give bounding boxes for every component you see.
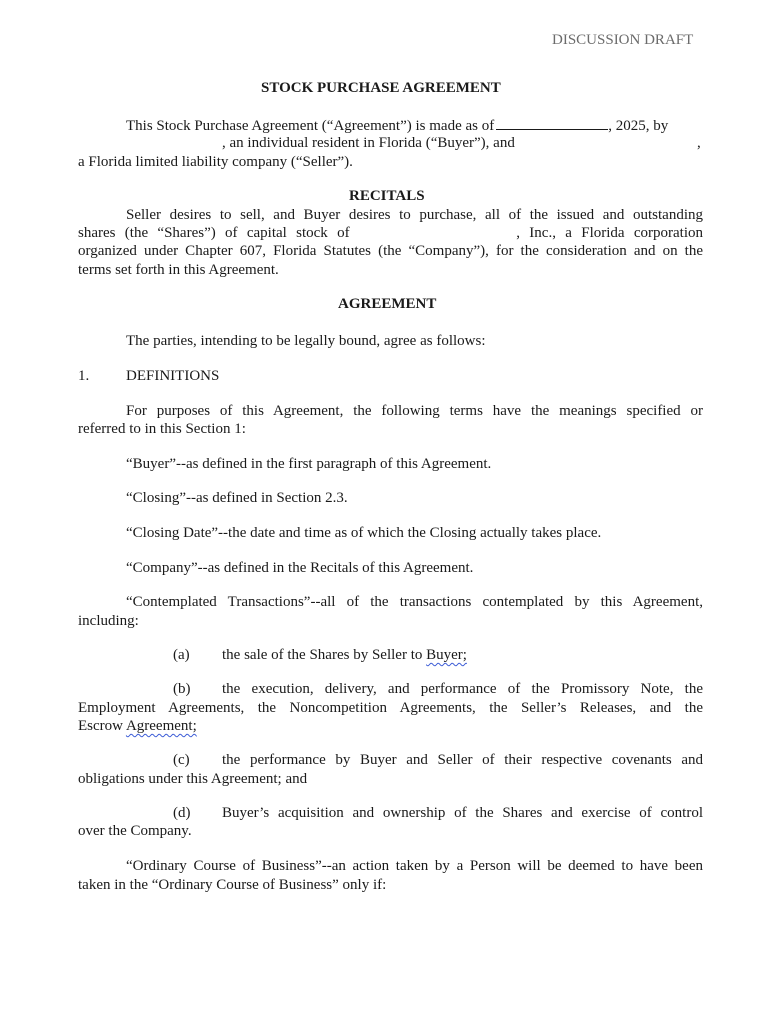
section-intro-line-2: referred to in this Section 1: [78, 421, 246, 437]
agreement-heading: AGREEMENT [338, 296, 437, 312]
recitals-heading: RECITALS [349, 188, 425, 204]
section-number: 1. [78, 368, 90, 384]
item-b-line-2: Employment Agreements, the Noncompetition Agreements, the Seller’s Releases, and the [78, 700, 703, 716]
definition-closing: “Closing”--as defined in Section 2.3. [126, 490, 348, 506]
item-a-text [222, 646, 467, 665]
recitals-text: shares (the “Shares”) of capital stock of [78, 225, 350, 241]
item-b-line-1: the execution, delivery, and performance of the Promissory Note, the [222, 681, 703, 697]
definition-contemplated-line-2: including: [78, 613, 139, 629]
recitals-line-1: Seller desires to sell, and Buyer desires to purchase, all of the issued and outstanding [126, 207, 703, 223]
date-blank [496, 116, 608, 130]
definition-ordinary-line-1: “Ordinary Course of Business”--an action taken by a Person will be deemed to have been [126, 858, 703, 874]
definition-buyer: “Buyer”--as defined in the first paragraph of this Agreement. [126, 456, 492, 472]
item-d-label: (d) [173, 805, 191, 821]
item-b-label: (b) [173, 681, 191, 697]
document-title: STOCK PURCHASE AGREEMENT [261, 80, 501, 96]
section-heading: DEFINITIONS [126, 368, 220, 384]
item-b-flagged-word: Agreement; [125, 718, 197, 734]
definition-contemplated-line-1: “Contemplated Transactions”--all of the transactions contemplated by this Agreement, [126, 594, 703, 610]
definition-ordinary-line-2: taken in the “Ordinary Course of Business” only if: [78, 877, 387, 893]
intro-year: , 2025, by [608, 118, 669, 134]
draft-label: DISCUSSION DRAFT [552, 32, 694, 48]
intro-line-2b: , [697, 135, 701, 151]
recitals-line-3: organized under Chapter 607, Florida Statutes (the “Company”), for the consideration and on the [78, 243, 703, 259]
recitals-text-2: , Inc., a Florida corporation [516, 225, 704, 241]
item-d-line-1: Buyer’s acquisition and ownership of the Shares and exercise of control [222, 805, 703, 821]
item-c-label: (c) [173, 752, 190, 768]
agreement-intro: The parties, intending to be legally bound, agree as follows: [126, 333, 486, 349]
intro-line-1 [126, 116, 668, 136]
section-intro-line-1: For purposes of this Agreement, the following terms have the meanings specified or [126, 403, 703, 419]
definition-closing-date: “Closing Date”--the date and time as of which the Closing actually takes place. [126, 525, 602, 541]
item-a-flagged-word: Buyer; [426, 647, 467, 663]
item-a-body: the sale of the Shares by Seller to [222, 647, 423, 663]
item-a-label: (a) [173, 647, 190, 663]
item-b-body: Escrow [78, 718, 123, 734]
recitals-line-2 [78, 224, 703, 243]
item-d-line-2: over the Company. [78, 823, 192, 839]
item-c-line-2: obligations under this Agreement; and [78, 771, 308, 787]
item-b-line-3 [78, 717, 197, 736]
intro-line-2a: , an individual resident in Florida (“Buyer”), and [222, 135, 515, 151]
recitals-line-4: terms set forth in this Agreement. [78, 262, 279, 278]
item-c-line-1: the performance by Buyer and Seller of their respective covenants and [222, 752, 703, 768]
intro-text: This Stock Purchase Agreement (“Agreement”) is made as of [126, 118, 495, 134]
intro-line-3: a Florida limited liability company (“Seller”). [78, 154, 353, 170]
definition-company: “Company”--as defined in the Recitals of this Agreement. [126, 560, 474, 576]
